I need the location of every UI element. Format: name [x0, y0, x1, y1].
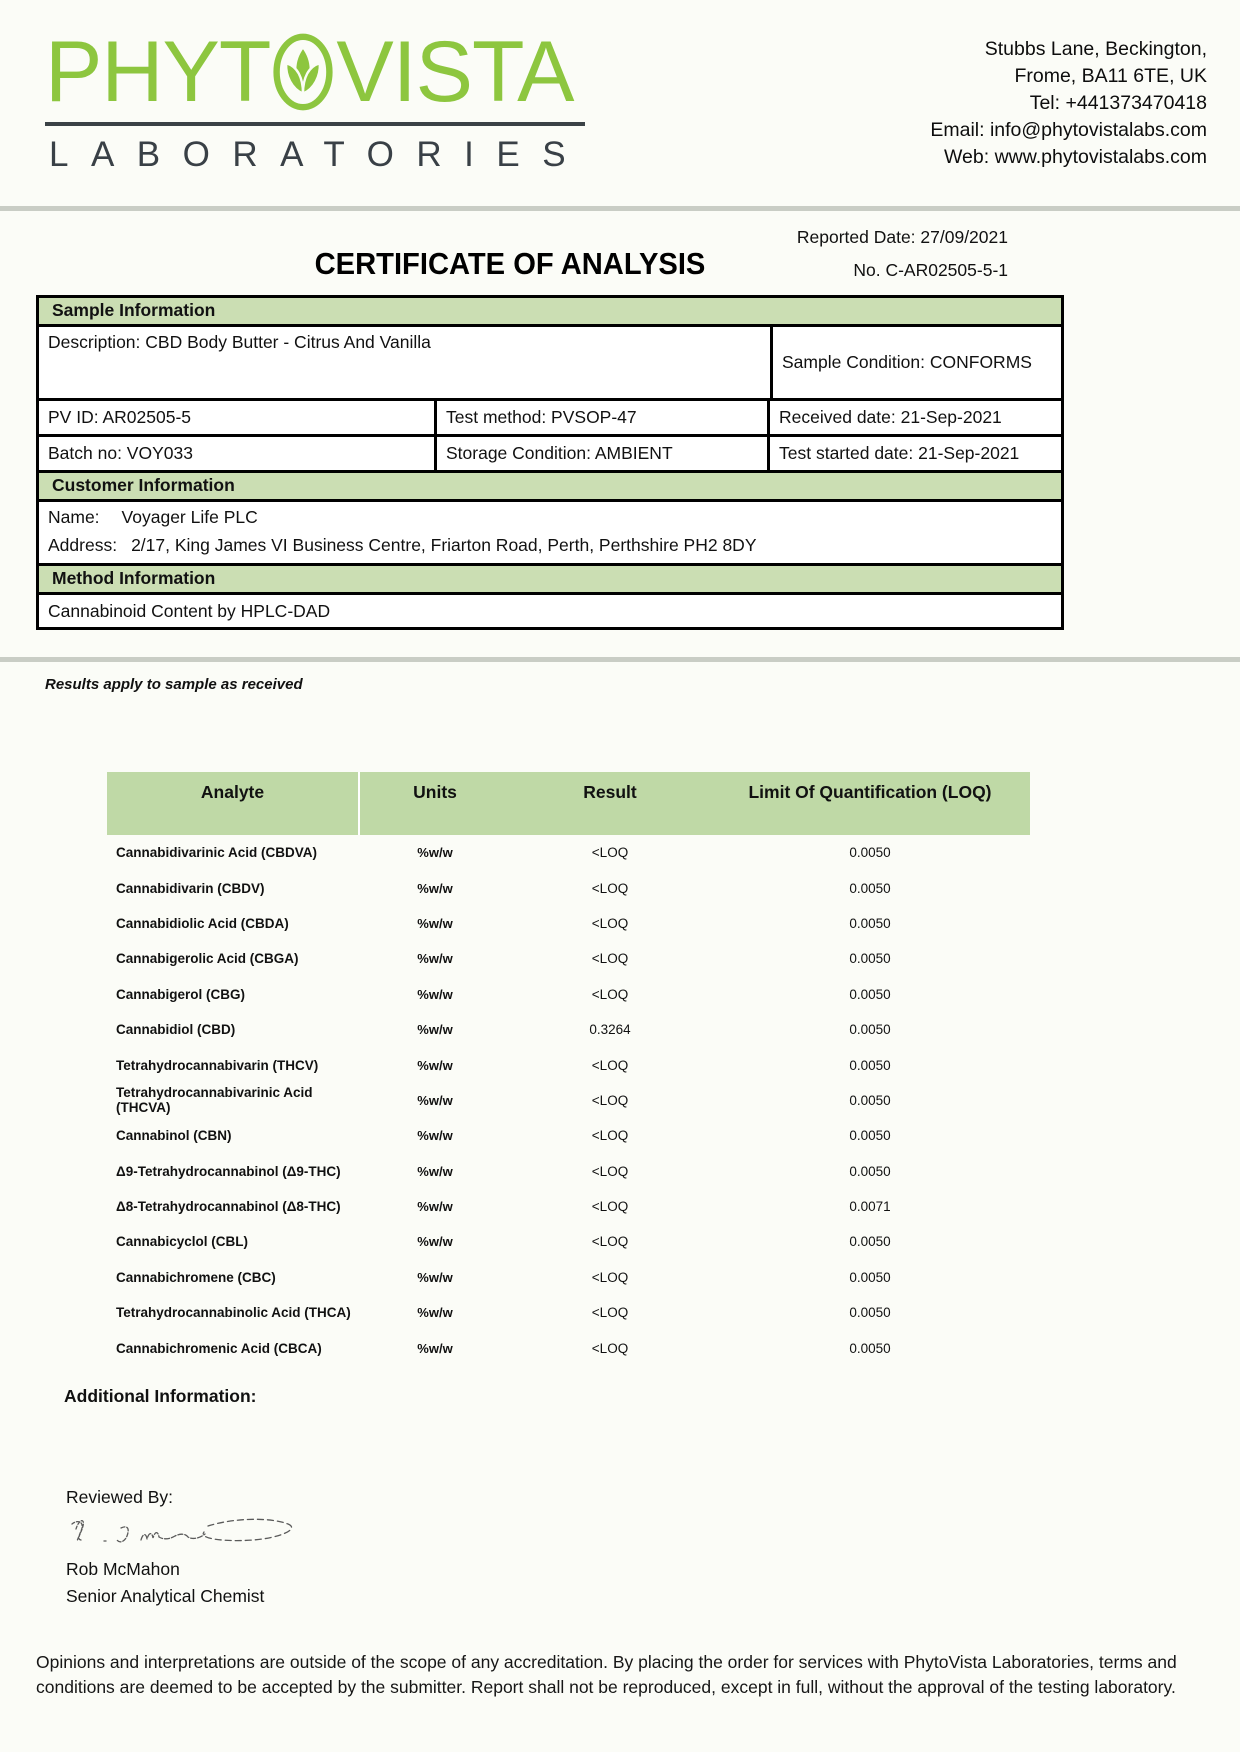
customer-details: [39, 502, 1061, 566]
report-number: No. C-AR02505-5-1: [853, 260, 1008, 280]
analyte-name: Cannabidivarinic Acid (CBDVA): [116, 845, 318, 861]
logo-divider: [45, 122, 585, 126]
table-row: [107, 835, 1030, 870]
customer-name-value: Voyager Life PLC: [121, 507, 258, 527]
lab-contact-info: [930, 36, 1207, 171]
analyte-loq: 0.0050: [849, 845, 891, 861]
table-row: [107, 1330, 1030, 1365]
logo-laboratories-text: LABORATORIES: [49, 135, 589, 174]
column-header-loq: Limit Of Quantification (LOQ): [748, 782, 992, 802]
table-row: [107, 1154, 1030, 1189]
analyte-name: Cannabicyclol (CBL): [116, 1234, 249, 1250]
analyte-name: Tetrahydrocannabivarinic Acid (THCVA): [116, 1085, 313, 1116]
results-table: [107, 772, 1030, 1366]
customer-information-header: Customer Information: [39, 473, 1061, 502]
analyte-units: %w/w: [417, 880, 453, 896]
analyte-result: 0.3264: [589, 1022, 631, 1038]
contact-address-line1: Stubbs Lane, Beckington,: [984, 38, 1207, 60]
table-row: [107, 1189, 1030, 1224]
page-title: CERTIFICATE OF ANALYSIS: [314, 246, 706, 281]
table-row: [107, 870, 1030, 905]
analyte-name: Cannabinol (CBN): [116, 1128, 232, 1144]
analyte-result: <LOQ: [591, 845, 629, 861]
batch-no: Batch no: VOY033: [39, 437, 437, 470]
analyte-units: %w/w: [417, 1269, 453, 1285]
customer-address-line: [48, 535, 1052, 556]
additional-information-label: Additional Information:: [64, 1386, 257, 1406]
analyte-loq: 0.0050: [849, 1057, 891, 1073]
contact-phone: Tel: +441373470418: [1029, 92, 1207, 114]
results-table-header: [107, 772, 1030, 835]
batch-row: [39, 437, 1061, 473]
table-row: [107, 1224, 1030, 1259]
signature-image: [66, 1511, 321, 1557]
reviewer-title: Senior Analytical Chemist: [66, 1586, 265, 1606]
analyte-name: Δ9-Tetrahydrocannabinol (Δ9-THC): [116, 1163, 341, 1179]
table-row: [107, 1295, 1030, 1330]
test-started-date: Test started date: 21-Sep-2021: [779, 443, 1020, 463]
analyte-loq: 0.0050: [849, 1305, 891, 1321]
analyte-result: <LOQ: [591, 1234, 629, 1250]
analyte-result: <LOQ: [591, 1305, 629, 1321]
analyte-units: %w/w: [417, 1128, 453, 1144]
analyte-result: <LOQ: [591, 1128, 629, 1144]
logo-text-phyt: PHYT: [45, 24, 271, 120]
analyte-result: <LOQ: [591, 1340, 629, 1356]
analyte-loq: 0.0050: [849, 1022, 891, 1038]
logo-wordmark: [45, 24, 590, 120]
storage-condition: Storage Condition: AMBIENT: [437, 437, 770, 470]
analyte-units: %w/w: [417, 1092, 453, 1108]
analyte-loq: 0.0071: [849, 1199, 891, 1215]
analyte-loq: 0.0050: [849, 1163, 891, 1179]
sample-ids-row: [39, 401, 1061, 437]
column-header-result: Result: [583, 782, 637, 802]
analyte-loq: 0.0050: [849, 951, 891, 967]
header-divider-rule: [0, 206, 1240, 211]
analyte-loq: 0.0050: [849, 1340, 891, 1356]
contact-address-line2: Frome, BA11 6TE, UK: [1014, 65, 1207, 87]
received-date: Received date: 21-Sep-2021: [779, 407, 1002, 427]
column-header-units: Units: [413, 782, 457, 802]
test-method: Test method: PVSOP-47: [437, 401, 770, 434]
analyte-units: %w/w: [417, 951, 453, 967]
analyte-loq: 0.0050: [849, 1128, 891, 1144]
analyte-result: <LOQ: [591, 1092, 629, 1108]
analyte-units: %w/w: [417, 845, 453, 861]
sample-information-header: Sample Information: [39, 298, 1061, 327]
reviewed-by-label: Reviewed By:: [66, 1487, 173, 1507]
customer-name-line: [48, 507, 1052, 528]
analyte-units: %w/w: [417, 915, 453, 931]
signature-block: [66, 1487, 321, 1607]
section-divider-rule: [0, 657, 1240, 662]
analyte-units: %w/w: [417, 1340, 453, 1356]
analyte-loq: 0.0050: [849, 1092, 891, 1108]
description-row: [39, 327, 1061, 401]
method-information-header: Method Information: [39, 566, 1061, 595]
column-header-analyte: Analyte: [107, 772, 360, 835]
reported-date: Reported Date: 27/09/2021: [796, 227, 1008, 247]
table-row: [107, 941, 1030, 976]
analyte-name: Cannabidiol (CBD): [116, 1022, 236, 1038]
table-row: [107, 1047, 1030, 1082]
analyte-loq: 0.0050: [849, 986, 891, 1002]
analyte-loq: 0.0050: [849, 915, 891, 931]
analyte-result: <LOQ: [591, 1057, 629, 1073]
analyte-name: Cannabigerol (CBG): [116, 986, 246, 1002]
analyte-units: %w/w: [417, 1199, 453, 1215]
analyte-result: <LOQ: [591, 880, 629, 896]
sample-condition: Sample Condition: CONFORMS: [782, 352, 1032, 372]
analyte-name: Cannabigerolic Acid (CBGA): [116, 951, 299, 967]
results-table-body: [107, 835, 1030, 1366]
information-table: [36, 295, 1064, 630]
results-note: Results apply to sample as received: [45, 676, 303, 693]
analyte-units: %w/w: [417, 1163, 453, 1179]
contact-email: Email: info@phytovistalabs.com: [930, 119, 1207, 141]
table-row: [107, 1118, 1030, 1153]
table-row: [107, 1260, 1030, 1295]
table-row: [107, 1083, 1030, 1118]
analyte-loq: 0.0050: [849, 1269, 891, 1285]
analyte-units: %w/w: [417, 1057, 453, 1073]
leaf-icon: [271, 31, 335, 118]
table-row: [107, 1012, 1030, 1047]
analyte-name: Cannabichromenic Acid (CBCA): [116, 1340, 322, 1356]
analyte-name: Tetrahydrocannabivarin (THCV): [116, 1057, 319, 1073]
analyte-result: <LOQ: [591, 1199, 629, 1215]
analyte-units: %w/w: [417, 1234, 453, 1250]
analyte-units: %w/w: [417, 1305, 453, 1321]
customer-address-label: Address:: [48, 535, 118, 555]
analyte-result: <LOQ: [591, 915, 629, 931]
logo-text-vista: VISTA: [336, 24, 574, 120]
analyte-name: Cannabidiolic Acid (CBDA): [116, 915, 289, 931]
analyte-name: Δ8-Tetrahydrocannabinol (Δ8-THC): [116, 1199, 341, 1215]
contact-web: Web: www.phytovistalabs.com: [944, 146, 1207, 168]
pv-id: PV ID: AR02505-5: [39, 401, 437, 434]
analyte-result: <LOQ: [591, 1163, 629, 1179]
table-row: [107, 977, 1030, 1012]
customer-name-label: Name:: [48, 507, 100, 527]
method-name: Cannabinoid Content by HPLC-DAD: [48, 600, 331, 621]
analyte-loq: 0.0050: [849, 1234, 891, 1250]
sample-description: Description: CBD Body Butter - Citrus And Vanilla: [39, 327, 773, 398]
analyte-result: <LOQ: [591, 951, 629, 967]
analyte-name: Tetrahydrocannabinolic Acid (THCA): [116, 1305, 351, 1321]
customer-address-value: 2/17, King James VI Business Centre, Friarton Road, Perth, Perthshire PH2 8DY: [131, 535, 757, 555]
analyte-name: Cannabichromene (CBC): [116, 1269, 276, 1285]
reviewer-name: Rob McMahon: [66, 1559, 180, 1579]
analyte-units: %w/w: [417, 1022, 453, 1038]
analyte-result: <LOQ: [591, 986, 629, 1002]
table-row: [107, 906, 1030, 941]
footer-disclaimer: Opinions and interpretations are outside of the scope of any accreditation. By placing the order for services with PhytoVista Laboratories, terms and conditions are deemed to be accepted by the submitter. Report shall not be reproduced, except in full, without the approval of the testing laboratory.: [36, 1652, 1177, 1697]
analyte-units: %w/w: [417, 986, 453, 1002]
logo: [45, 24, 590, 175]
analyte-result: <LOQ: [591, 1269, 629, 1285]
analyte-loq: 0.0050: [849, 880, 891, 896]
analyte-name: Cannabidivarin (CBDV): [116, 880, 265, 896]
